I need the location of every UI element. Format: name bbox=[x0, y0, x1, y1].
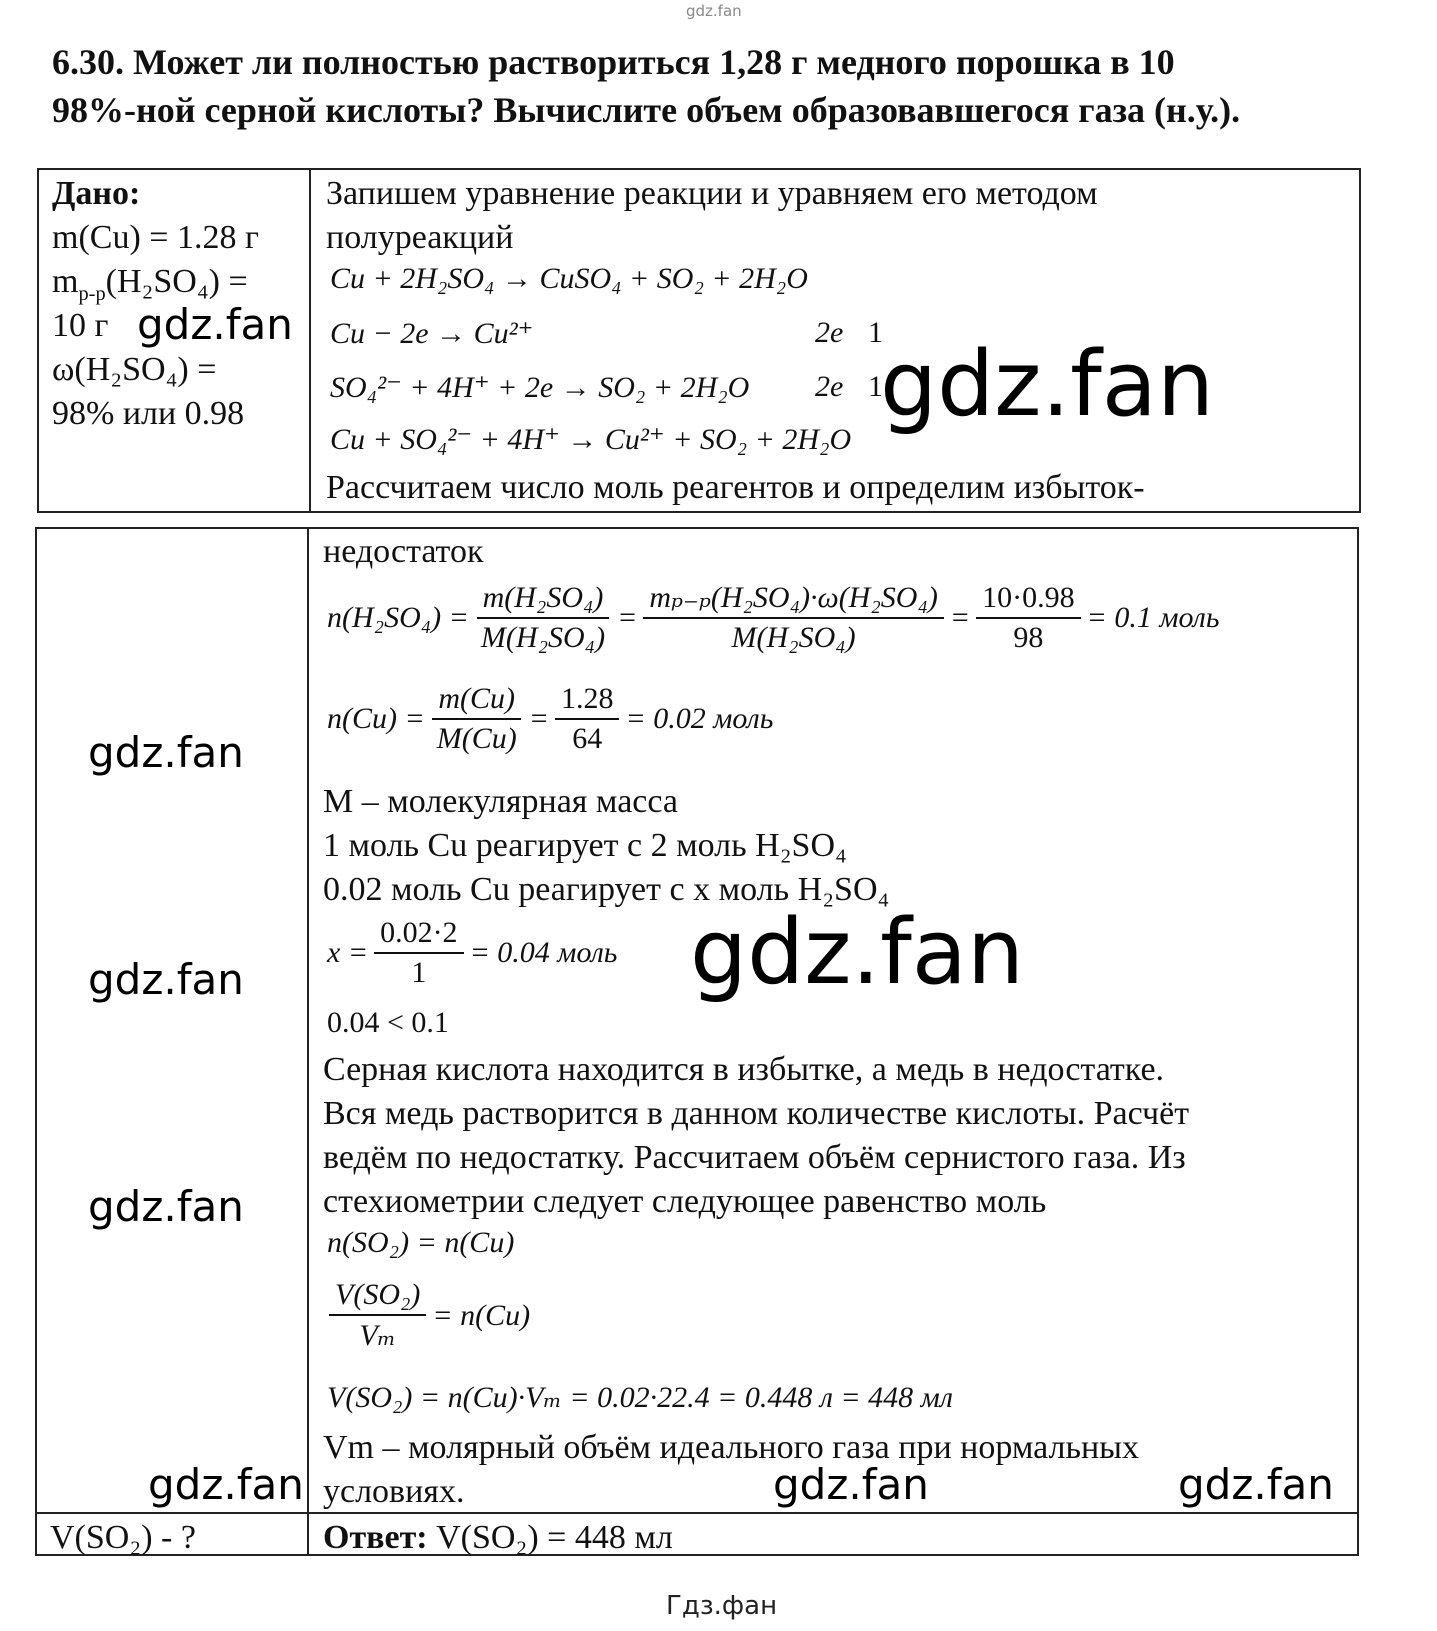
table-top-divider bbox=[309, 168, 311, 513]
formula-x bbox=[327, 916, 617, 990]
n-cu-f1-numerator: m(Cu) bbox=[432, 682, 521, 720]
n-h2so4-fraction-2 bbox=[643, 580, 944, 655]
watermark-logo: gdz.fan bbox=[880, 332, 1214, 437]
table-answer-row-line bbox=[35, 1512, 1359, 1514]
watermark-logo: gdz.fan bbox=[148, 1460, 304, 1509]
watermark-logo: gdz.fan bbox=[137, 300, 293, 349]
given-mass-solution-value: 10 г bbox=[52, 307, 109, 344]
comparison: 0.04 < 0.1 bbox=[327, 1006, 449, 1039]
n-cu-lhs: n(Cu) = bbox=[327, 702, 425, 735]
watermark-logo: gdz.fan bbox=[88, 1182, 244, 1231]
n-h2so4-fraction-3 bbox=[976, 581, 1081, 655]
v-over-vm-rhs: = n(Cu) bbox=[432, 1298, 531, 1332]
formula-n-h2so4 bbox=[327, 580, 1220, 655]
answer bbox=[323, 1516, 673, 1560]
solution-intro-1: Запишем уравнение реакции и уравняем его методом bbox=[326, 175, 1098, 212]
equals-sign: = bbox=[949, 600, 971, 634]
table-bottom-divider bbox=[307, 527, 309, 1556]
n-h2so4-f1-denominator: M(H₂SO₄) bbox=[480, 620, 606, 654]
given-title: Дано: bbox=[52, 175, 141, 212]
n-h2so4-fraction-1 bbox=[475, 581, 611, 655]
n-h2so4-f2-denominator: M(H₂SO₄) bbox=[731, 621, 856, 654]
conclusion-line-3: ведём по недостатку. Рассчитаем объём сернистого газа. Из bbox=[323, 1139, 1186, 1176]
given-m-symbol: m bbox=[52, 263, 79, 300]
ratio-line-1: 1 моль Cu реагирует с 2 моль H₂SO₄ bbox=[323, 827, 847, 864]
n-h2so4-result: = 0.1 моль bbox=[1086, 600, 1220, 634]
equation-n-so2: n(SO₂) = n(Cu) bbox=[327, 1226, 515, 1259]
half-reaction-2-coefficient: 1 bbox=[868, 370, 883, 403]
watermark-logo: gdz.fan bbox=[88, 955, 244, 1004]
n-h2so4-f3-denominator: 98 bbox=[1013, 620, 1044, 654]
x-lhs: x = bbox=[327, 936, 369, 969]
n-h2so4-lhs: n(H₂SO₄) = bbox=[327, 600, 469, 634]
n-cu-f2-numerator: 1.28 bbox=[555, 682, 620, 720]
given-m-rest: (H₂SO₄) = bbox=[105, 263, 248, 300]
problem-line-2: 98%-ной серной кислоты? Вычислите объем образовавшегося газа (н.у.). bbox=[52, 90, 1241, 130]
n-h2so4-f1-numerator: m(H₂SO₄) bbox=[477, 581, 610, 619]
given-omega: ω(H₂SO₄) = bbox=[52, 351, 217, 388]
formula-n-cu bbox=[327, 682, 773, 756]
vm-denominator: Vₘ bbox=[359, 1319, 397, 1352]
n-cu-f2-denominator: 64 bbox=[572, 722, 603, 755]
equals-sign: = bbox=[528, 702, 549, 735]
x-denominator: 1 bbox=[411, 956, 427, 989]
half-reaction-2: SO₄²⁻ + 4H⁺ + 2e → SO₂ + 2H₂O bbox=[330, 371, 750, 404]
ionic-equation: Cu + SO₄²⁻ + 4H⁺ → Cu²⁺ + SO₂ + 2H₂O bbox=[330, 423, 852, 456]
n-cu-fraction-1 bbox=[431, 682, 523, 756]
equals-sign: = bbox=[617, 600, 638, 634]
given-m-subscript: р-р bbox=[78, 282, 106, 305]
vm-note-1: Vm – молярный объём идеального газа при нормальных bbox=[323, 1429, 1140, 1466]
n-cu-f1-denominator: M(Cu) bbox=[436, 722, 517, 755]
half-reaction-1-coefficient: 1 bbox=[868, 316, 883, 349]
site-watermark-top: gdz.fan bbox=[686, 2, 742, 20]
v-over-vm-fraction bbox=[329, 1278, 426, 1353]
ratio-line-2: 0.02 моль Cu реагирует с x моль H₂SO₄ bbox=[323, 871, 890, 908]
x-numerator: 0.02·2 bbox=[374, 916, 464, 954]
v-so2-numerator: V(SO₂) bbox=[329, 1278, 426, 1316]
half-reaction-1-electrons: 2e bbox=[815, 316, 844, 349]
conclusion-line-1: Серная кислота находится в избытке, а медь в недостатке. bbox=[323, 1051, 1165, 1088]
watermark-logo: gdz.fan bbox=[773, 1460, 929, 1509]
half-reaction-1: Cu − 2e → Cu²⁺ bbox=[330, 317, 534, 350]
answer-label: Ответ: bbox=[323, 1519, 428, 1556]
given-mass-cu: m(Cu) = 1.28 г bbox=[52, 219, 259, 256]
problem-line-1: 6.30. Может ли полностью раствориться 1,28 г медного порошка в 10 bbox=[52, 42, 1175, 82]
calc-intro-2: недостаток bbox=[323, 533, 484, 570]
conclusion-line-4: стехиометрии следует следующее равенство моль bbox=[323, 1183, 1047, 1220]
x-result: = 0.04 моль bbox=[469, 936, 618, 969]
half-reaction-2-electrons: 2e bbox=[815, 370, 844, 403]
watermark-logo: gdz.fan bbox=[690, 900, 1024, 1005]
footer-site-name: Гдз.фан bbox=[666, 1591, 778, 1621]
equation-v-over-vm bbox=[323, 1278, 530, 1353]
molar-mass-note: M – молекулярная масса bbox=[323, 783, 678, 820]
conclusion-line-2: Вся медь растворится в данном количестве кислоты. Расчёт bbox=[323, 1095, 1190, 1132]
n-h2so4-f3-numerator: 10·0.98 bbox=[976, 581, 1081, 619]
calc-intro-1: Рассчитаем число моль реагентов и определим избыток- bbox=[326, 469, 1145, 506]
equation-main: Cu + 2H₂SO₄ → CuSO₄ + SO₂ + 2H₂O bbox=[330, 262, 808, 295]
watermark-logo: gdz.fan bbox=[1178, 1460, 1334, 1509]
find-quantity: V(SO₂) - ? bbox=[50, 1519, 196, 1556]
answer-value: V(SO₂) = 448 мл bbox=[436, 1519, 673, 1556]
equation-final-volume: V(SO₂) = n(Cu)·Vₘ = 0.02·22.4 = 0.448 л = 448 мл bbox=[327, 1381, 953, 1414]
solution-intro-2: полуреакций bbox=[326, 219, 514, 256]
x-fraction bbox=[374, 916, 464, 990]
vm-note-2: условиях. bbox=[323, 1473, 465, 1510]
n-cu-fraction-2 bbox=[555, 682, 620, 756]
n-h2so4-f2-numerator: mₚ₋ₚ(H₂SO₄)·ω(H₂SO₄) bbox=[643, 580, 944, 619]
given-omega-value: 98% или 0.98 bbox=[52, 395, 245, 432]
n-cu-result: = 0.02 моль bbox=[625, 702, 774, 735]
problem-statement bbox=[52, 38, 1382, 134]
watermark-logo: gdz.fan bbox=[88, 728, 244, 777]
